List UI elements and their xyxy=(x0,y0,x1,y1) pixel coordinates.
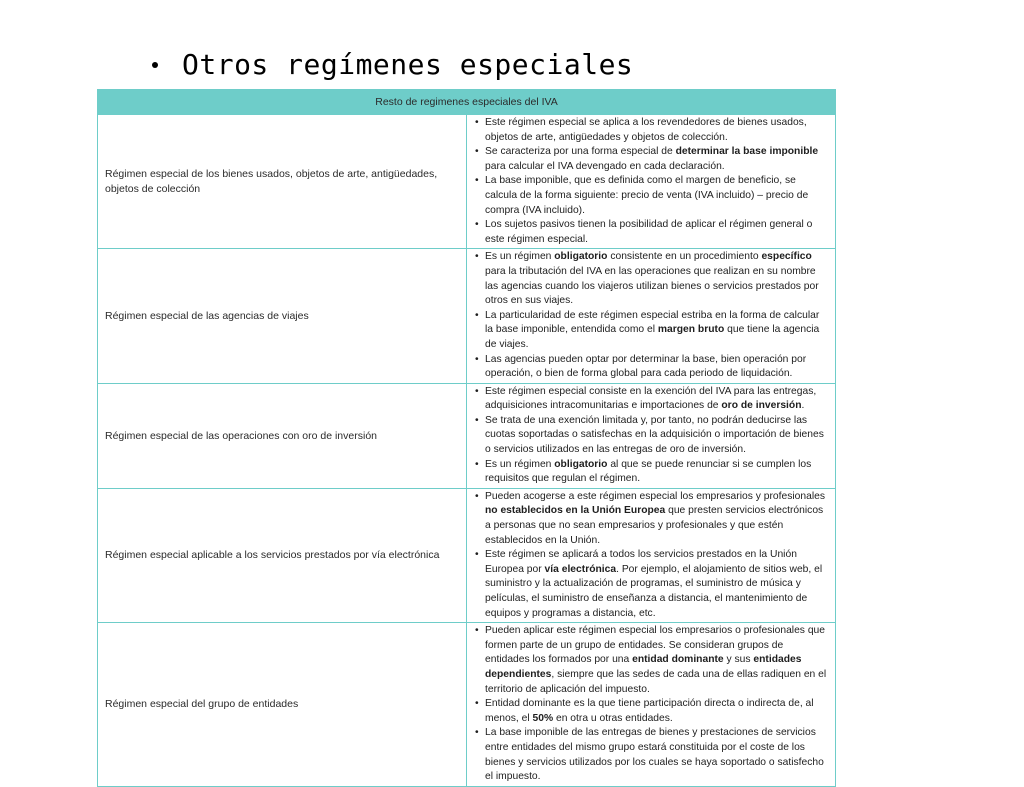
regimes-table-container xyxy=(97,89,836,787)
text-segment: Los sujetos pasivos tienen la posibilidad de aplicar el régimen general o este régimen especial. xyxy=(485,219,813,245)
text-segment: Las agencias pueden optar por determinar la base, bien operación por operación, o bien de forma global para cada periodo de liquidación. xyxy=(485,353,807,380)
table-header: Resto de regimenes especiales del IVA xyxy=(98,90,836,115)
text-segment: . Por ejemplo, el alojamiento de sitios web, el suministro y la actualización de programas, el suministro de música y películas, el suministro de enseñanza a distancia, el mantenimiento de equipos y programas a distancia, etc. xyxy=(485,563,823,619)
regime-name: Régimen especial del grupo de entidades xyxy=(98,623,467,787)
list-item xyxy=(473,116,829,145)
bold-term: entidad dominante xyxy=(632,654,724,666)
list-item xyxy=(473,726,829,784)
text-segment: en otra u otras entidades. xyxy=(553,712,673,724)
table-row xyxy=(98,488,836,622)
text-segment: La particularidad de este régimen especial estriba en la forma de calcular la base imponible, entendida como el xyxy=(485,309,820,336)
text-segment: Se trata de una exención limitada y, por tanto, no podrán deducirse las cuotas soportadas o satisfechas en la adquisición o importación de bienes o servicios utilizados en las entregas de oro de inversión. xyxy=(485,414,824,456)
slide-title-text: Otros regímenes especiales xyxy=(182,48,634,81)
bullet-list xyxy=(473,385,829,487)
text-segment: . xyxy=(801,400,805,412)
text-segment: que presten servicios electrónicos a personas que no sean empresarios y profesionales y que estén establecidos en la Unión. xyxy=(485,505,824,546)
bold-term: obligatorio xyxy=(554,458,608,470)
text-segment: Este régimen especial se aplica a los revendedores de bienes usados, objetos de arte, antigüedades y objetos de colección. xyxy=(485,117,807,143)
regime-description xyxy=(467,488,836,622)
text-segment: consistente en un procedimiento xyxy=(607,251,762,263)
text-segment: , siempre que las sedes de cada una de ellas radiquen en el territorio de aplicación del impuesto. xyxy=(485,668,827,695)
regime-name: Régimen especial de los bienes usados, objetos de arte, antigüedades, objetos de colección xyxy=(98,115,467,249)
bold-term: no establecidos en la Unión Europea xyxy=(485,505,666,517)
regime-description xyxy=(467,249,836,383)
regime-description xyxy=(467,623,836,787)
bold-term: determinar la base imponible xyxy=(675,146,819,158)
text-segment: La base imponible, que es definida como el margen de beneficio, se calcula de la forma siguiente: precio de venta (IVA incluido) – precio de compra (IVA incluido). xyxy=(485,175,809,216)
list-item xyxy=(473,309,829,353)
text-segment: Es un régimen xyxy=(485,458,555,470)
slide-title xyxy=(152,48,633,81)
text-segment: Este régimen especial consiste en la exención del IVA para las entregas, adquisiciones intracomunitarias e importaciones de xyxy=(485,385,817,412)
list-item xyxy=(473,697,829,726)
bold-term: margen bruto xyxy=(657,324,725,336)
text-segment: que tiene la agencia de viajes. xyxy=(485,324,820,350)
list-item xyxy=(473,145,829,174)
regime-description xyxy=(467,115,836,249)
text-segment: La base imponible de las entregas de bienes y prestaciones de servicios entre entidades del mismo grupo estará constituida por el coste de los bienes y servicios utilizados por los cuales se haya soportado o satisfecho el impuesto. xyxy=(485,727,824,783)
bold-term: vía electrónica xyxy=(544,563,617,575)
text-segment: y sus xyxy=(723,654,754,666)
bullet-list xyxy=(473,624,829,785)
text-segment: Entidad dominante es la que tiene participación directa o indirecta de, al menos, el xyxy=(485,698,814,724)
text-segment: Pueden aplicar este régimen especial los empresarios o profesionales que formen parte de un grupo de entidades. Se consideran grupos de entidades los formados por una xyxy=(485,625,825,666)
text-segment: para calcular el IVA devengado en cada declaración. xyxy=(485,160,725,172)
table-row xyxy=(98,249,836,383)
regime-name: Régimen especial de las agencias de viajes xyxy=(98,249,467,383)
list-item xyxy=(473,174,829,218)
text-segment: Se caracteriza por una forma especial de xyxy=(485,146,676,158)
text-segment: Es un régimen xyxy=(485,251,555,263)
text-segment: para la tributación del IVA en las operaciones que realizan en su nombre las agencias cuando los viajeros utilizan bienes o servicios prestados por otros en sus viajes. xyxy=(485,265,819,307)
regime-name: Régimen especial de las operaciones con oro de inversión xyxy=(98,383,467,488)
list-item xyxy=(473,250,829,308)
regime-description xyxy=(467,383,836,488)
bullet-list xyxy=(473,116,829,247)
bold-term: específico xyxy=(761,251,812,263)
list-item xyxy=(473,414,829,458)
bullet-list xyxy=(473,490,829,621)
bullet-dot xyxy=(152,62,158,68)
regime-name: Régimen especial aplicable a los servicios prestados por vía electrónica xyxy=(98,488,467,622)
regimes-table xyxy=(97,89,836,787)
table-row xyxy=(98,383,836,488)
table-body xyxy=(98,115,836,787)
text-segment: Este régimen se aplicará a todos los servicios prestados en la Unión Europea por xyxy=(485,549,797,575)
list-item xyxy=(473,218,829,247)
list-item xyxy=(473,353,829,382)
text-segment: Pueden acogerse a este régimen especial los empresarios y profesionales xyxy=(485,490,825,502)
bold-term: 50% xyxy=(532,712,554,724)
table-row xyxy=(98,115,836,249)
list-item xyxy=(473,490,829,548)
bullet-list xyxy=(473,250,829,381)
bold-term: entidades dependientes xyxy=(485,654,802,680)
list-item xyxy=(473,458,829,487)
list-item xyxy=(473,385,829,414)
list-item xyxy=(473,548,829,621)
text-segment: al que se puede renunciar si se cumplen los requisitos que regulan el régimen. xyxy=(485,458,812,485)
table-row xyxy=(98,623,836,787)
bold-term: obligatorio xyxy=(554,251,608,263)
list-item xyxy=(473,624,829,697)
bold-term: oro de inversión xyxy=(721,400,802,412)
